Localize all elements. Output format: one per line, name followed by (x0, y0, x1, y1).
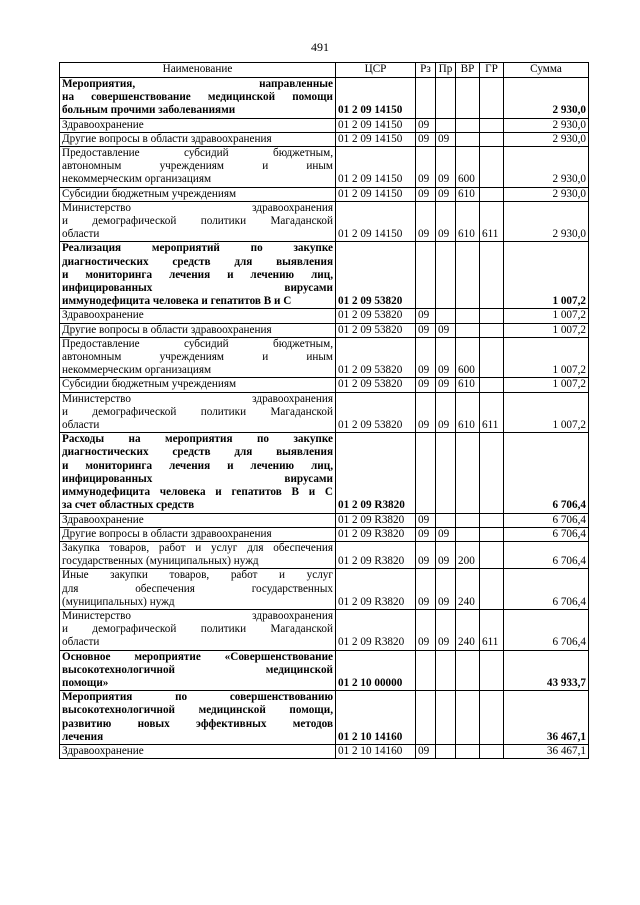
cell-name-line: за счет областных средств (62, 499, 195, 512)
cell-csr: 01 2 10 14160 (336, 691, 416, 745)
cell-vr (456, 527, 480, 541)
cell-name (60, 513, 336, 527)
cell-pr: 09 (436, 378, 456, 392)
cell-vr: 240 (456, 569, 480, 610)
cell-rz: 09 (416, 337, 436, 378)
cell-name-line: инфицированных вирусами (62, 282, 333, 295)
cell-name-line: области (62, 228, 100, 241)
cell-gr (480, 323, 504, 337)
cell-name (60, 691, 336, 745)
column-header-name: Наименование (60, 63, 336, 78)
cell-rz (416, 691, 436, 745)
cell-name (60, 201, 336, 242)
cell-vr (456, 78, 480, 119)
cell-name (60, 527, 336, 541)
table-row (60, 132, 589, 146)
cell-name-line: Здравоохранение (62, 513, 144, 526)
table-row (60, 650, 589, 691)
cell-vr (456, 744, 480, 758)
cell-sum: 36 467,1 (504, 744, 589, 758)
cell-rz (416, 242, 436, 309)
column-header-csr: ЦСР (336, 63, 416, 78)
cell-pr: 09 (436, 392, 456, 433)
cell-name (60, 132, 336, 146)
cell-name-line: развитию новых эффективных методов (62, 717, 333, 730)
cell-name-line: (муниципальных) нужд (62, 595, 175, 608)
cell-vr: 600 (456, 147, 480, 188)
cell-gr (480, 309, 504, 323)
cell-name (60, 433, 336, 513)
cell-gr: 611 (480, 201, 504, 242)
cell-name-line: Министерство здравоохранения (62, 392, 333, 405)
column-header-rz: Рз (416, 63, 436, 78)
cell-name (60, 242, 336, 309)
cell-pr (436, 118, 456, 132)
cell-vr (456, 513, 480, 527)
cell-name-line: инфицированных вирусами (62, 472, 333, 485)
cell-name (60, 337, 336, 378)
cell-name-line: и демографической политики Магаданской (62, 623, 333, 636)
cell-name-line: высокотехнологичной медицинской (62, 663, 333, 676)
cell-csr: 01 2 10 14160 (336, 744, 416, 758)
cell-rz: 09 (416, 323, 436, 337)
cell-rz (416, 78, 436, 119)
table-row (60, 513, 589, 527)
cell-name-line: диагностических средств для выявления (62, 255, 333, 268)
cell-csr: 01 2 09 53820 (336, 242, 416, 309)
cell-sum: 43 933,7 (504, 650, 589, 691)
cell-csr: 01 2 09 14150 (336, 187, 416, 201)
cell-sum: 6 706,4 (504, 609, 589, 650)
cell-csr: 01 2 09 14150 (336, 118, 416, 132)
table-row (60, 378, 589, 392)
table-row (60, 323, 589, 337)
table-row (60, 242, 589, 309)
cell-pr (436, 744, 456, 758)
column-header-vr: ВР (456, 63, 480, 78)
cell-gr (480, 78, 504, 119)
cell-name (60, 147, 336, 188)
table-row (60, 78, 589, 119)
cell-name-line: и мониторинга лечения и лечению лиц, (62, 459, 333, 472)
cell-name-line: диагностических средств для выявления (62, 446, 333, 459)
cell-sum: 2 930,0 (504, 201, 589, 242)
cell-name-line: Предоставление субсидий бюджетным, (62, 337, 333, 350)
table-row (60, 744, 589, 758)
cell-csr: 01 2 10 00000 (336, 650, 416, 691)
cell-name-line: и мониторинга лечения и лечению лиц, (62, 268, 333, 281)
cell-name-line: Мероприятия, направленные (62, 78, 333, 90)
cell-name-line: помощи» (62, 676, 109, 689)
cell-name (60, 323, 336, 337)
cell-rz: 09 (416, 392, 436, 433)
cell-name-line: Другие вопросы в области здравоохранения (62, 527, 272, 540)
cell-gr (480, 337, 504, 378)
cell-vr (456, 242, 480, 309)
cell-name-line: автономным учреждениям и иным (62, 160, 333, 173)
cell-pr: 09 (436, 201, 456, 242)
cell-gr (480, 433, 504, 513)
cell-vr: 610 (456, 201, 480, 242)
cell-sum: 2 930,0 (504, 147, 589, 188)
cell-sum: 6 706,4 (504, 569, 589, 610)
cell-name-line: Здравоохранение (62, 744, 144, 757)
cell-vr (456, 433, 480, 513)
cell-name (60, 609, 336, 650)
cell-csr: 01 2 09 53820 (336, 309, 416, 323)
cell-csr: 01 2 09 R3820 (336, 569, 416, 610)
cell-name-line: автономным учреждениям и иным (62, 351, 333, 364)
cell-rz: 09 (416, 378, 436, 392)
column-header-gr: ГР (480, 63, 504, 78)
cell-name (60, 78, 336, 119)
cell-name-line: некоммерческим организациям (62, 173, 212, 186)
cell-pr: 09 (436, 132, 456, 146)
cell-rz: 09 (416, 541, 436, 568)
cell-rz: 09 (416, 187, 436, 201)
table-row (60, 392, 589, 433)
cell-gr (480, 527, 504, 541)
cell-name (60, 309, 336, 323)
cell-gr (480, 650, 504, 691)
cell-pr: 09 (436, 323, 456, 337)
cell-name-line: Предоставление субсидий бюджетным, (62, 147, 333, 160)
cell-sum: 1 007,2 (504, 392, 589, 433)
cell-gr (480, 147, 504, 188)
cell-name-line: Здравоохранение (62, 309, 144, 322)
cell-sum: 1 007,2 (504, 309, 589, 323)
cell-sum: 6 706,4 (504, 527, 589, 541)
cell-name-line: больным прочими заболеваниями (62, 104, 236, 117)
cell-csr: 01 2 09 53820 (336, 323, 416, 337)
budget-table (59, 62, 589, 759)
cell-vr (456, 650, 480, 691)
table-row (60, 691, 589, 745)
cell-name (60, 650, 336, 691)
cell-vr: 610 (456, 187, 480, 201)
cell-name-line: некоммерческим организациям (62, 364, 212, 377)
cell-sum: 6 706,4 (504, 433, 589, 513)
cell-gr (480, 744, 504, 758)
cell-sum: 2 930,0 (504, 132, 589, 146)
cell-name (60, 187, 336, 201)
cell-rz (416, 433, 436, 513)
cell-name-line: и демографической политики Магаданской (62, 215, 333, 228)
table-row (60, 201, 589, 242)
cell-name-line: Субсидии бюджетным учреждениям (62, 378, 237, 391)
cell-name-line: Другие вопросы в области здравоохранения (62, 132, 272, 145)
cell-pr (436, 242, 456, 309)
cell-csr: 01 2 09 R3820 (336, 541, 416, 568)
cell-gr (480, 242, 504, 309)
cell-vr (456, 118, 480, 132)
cell-csr: 01 2 09 53820 (336, 378, 416, 392)
cell-rz: 09 (416, 744, 436, 758)
cell-pr: 09 (436, 609, 456, 650)
cell-name (60, 744, 336, 758)
cell-sum: 6 706,4 (504, 541, 589, 568)
cell-vr: 240 (456, 609, 480, 650)
cell-csr: 01 2 09 53820 (336, 337, 416, 378)
column-header-sum: Сумма (504, 63, 589, 78)
cell-gr (480, 541, 504, 568)
cell-rz: 09 (416, 513, 436, 527)
cell-name-line: для обеспечения государственных (62, 582, 333, 595)
cell-rz: 09 (416, 527, 436, 541)
cell-pr: 09 (436, 337, 456, 378)
cell-gr (480, 378, 504, 392)
cell-pr (436, 691, 456, 745)
cell-gr: 611 (480, 609, 504, 650)
cell-name-line: государственных (муниципальных) нужд (62, 555, 259, 568)
table-row (60, 187, 589, 201)
cell-gr: 611 (480, 392, 504, 433)
cell-name-line: Основное мероприятие «Совершенствование (62, 650, 333, 663)
cell-sum: 1 007,2 (504, 378, 589, 392)
cell-csr: 01 2 09 R3820 (336, 433, 416, 513)
cell-pr (436, 650, 456, 691)
cell-sum: 1 007,2 (504, 242, 589, 309)
cell-vr: 200 (456, 541, 480, 568)
cell-name-line: области (62, 636, 100, 649)
cell-vr (456, 132, 480, 146)
cell-vr: 610 (456, 392, 480, 433)
cell-name-line: Субсидии бюджетным учреждениям (62, 187, 237, 200)
cell-pr (436, 309, 456, 323)
cell-name-line: и демографической политики Магаданской (62, 405, 333, 418)
cell-name-line: на совершенствование медицинской помощи (62, 91, 333, 104)
cell-name-line: иммунодефицита человека и гепатитов В и С (62, 295, 292, 308)
cell-vr: 610 (456, 378, 480, 392)
table-body (60, 78, 589, 759)
cell-pr (436, 78, 456, 119)
cell-pr (436, 433, 456, 513)
cell-name-line: области (62, 419, 100, 432)
cell-name-line: Другие вопросы в области здравоохранения (62, 323, 272, 336)
cell-name (60, 392, 336, 433)
cell-rz: 09 (416, 201, 436, 242)
cell-sum: 6 706,4 (504, 513, 589, 527)
cell-name-line: Министерство здравоохранения (62, 201, 333, 214)
cell-csr: 01 2 09 R3820 (336, 513, 416, 527)
cell-sum: 2 930,0 (504, 118, 589, 132)
cell-rz: 09 (416, 609, 436, 650)
cell-name-line: Расходы на мероприятия по закупке (62, 433, 333, 446)
table-row (60, 527, 589, 541)
cell-rz: 09 (416, 118, 436, 132)
cell-csr: 01 2 09 14150 (336, 147, 416, 188)
cell-name-line: иммунодефицита человека и гепатитов В и С (62, 486, 333, 499)
cell-pr (436, 513, 456, 527)
cell-gr (480, 118, 504, 132)
page-number: 491 (311, 40, 329, 54)
cell-pr: 09 (436, 187, 456, 201)
column-header-pr: Пр (436, 63, 456, 78)
cell-name (60, 378, 336, 392)
cell-name-line: Здравоохранение (62, 118, 144, 131)
cell-gr (480, 569, 504, 610)
cell-gr (480, 132, 504, 146)
cell-rz: 09 (416, 147, 436, 188)
cell-sum: 2 930,0 (504, 78, 589, 119)
cell-csr: 01 2 09 14150 (336, 132, 416, 146)
cell-pr: 09 (436, 569, 456, 610)
cell-name-line: лечения (62, 730, 104, 743)
cell-csr: 01 2 09 R3820 (336, 609, 416, 650)
cell-sum: 1 007,2 (504, 337, 589, 378)
cell-sum: 1 007,2 (504, 323, 589, 337)
cell-vr (456, 323, 480, 337)
cell-rz: 09 (416, 309, 436, 323)
cell-name-line: высокотехнологичной медицинской помощи, (62, 704, 333, 717)
cell-vr (456, 309, 480, 323)
table-row (60, 337, 589, 378)
cell-csr: 01 2 09 14150 (336, 201, 416, 242)
cell-pr: 09 (436, 147, 456, 188)
cell-rz: 09 (416, 569, 436, 610)
cell-name-line: Реализация мероприятий по закупке (62, 242, 333, 255)
cell-csr: 01 2 09 14150 (336, 78, 416, 119)
cell-name (60, 541, 336, 568)
cell-csr: 01 2 09 R3820 (336, 527, 416, 541)
table-row (60, 118, 589, 132)
cell-name (60, 569, 336, 610)
cell-name-line: Мероприятия по совершенствованию (62, 691, 333, 704)
cell-pr: 09 (436, 527, 456, 541)
table-row (60, 147, 589, 188)
table-row (60, 569, 589, 610)
cell-vr: 600 (456, 337, 480, 378)
cell-sum: 36 467,1 (504, 691, 589, 745)
table-header-row (60, 63, 589, 78)
cell-name (60, 118, 336, 132)
cell-name-line: Иные закупки товаров, работ и услуг (62, 569, 333, 582)
cell-rz (416, 650, 436, 691)
cell-gr (480, 187, 504, 201)
cell-name-line: Министерство здравоохранения (62, 609, 333, 622)
cell-rz: 09 (416, 132, 436, 146)
cell-vr (456, 691, 480, 745)
cell-gr (480, 691, 504, 745)
cell-pr: 09 (436, 541, 456, 568)
cell-csr: 01 2 09 53820 (336, 392, 416, 433)
table-row (60, 541, 589, 568)
table-row (60, 609, 589, 650)
cell-name-line: Закупка товаров, работ и услуг для обеспечения (62, 541, 333, 554)
table-row (60, 309, 589, 323)
table-row (60, 433, 589, 513)
cell-gr (480, 513, 504, 527)
cell-sum: 2 930,0 (504, 187, 589, 201)
